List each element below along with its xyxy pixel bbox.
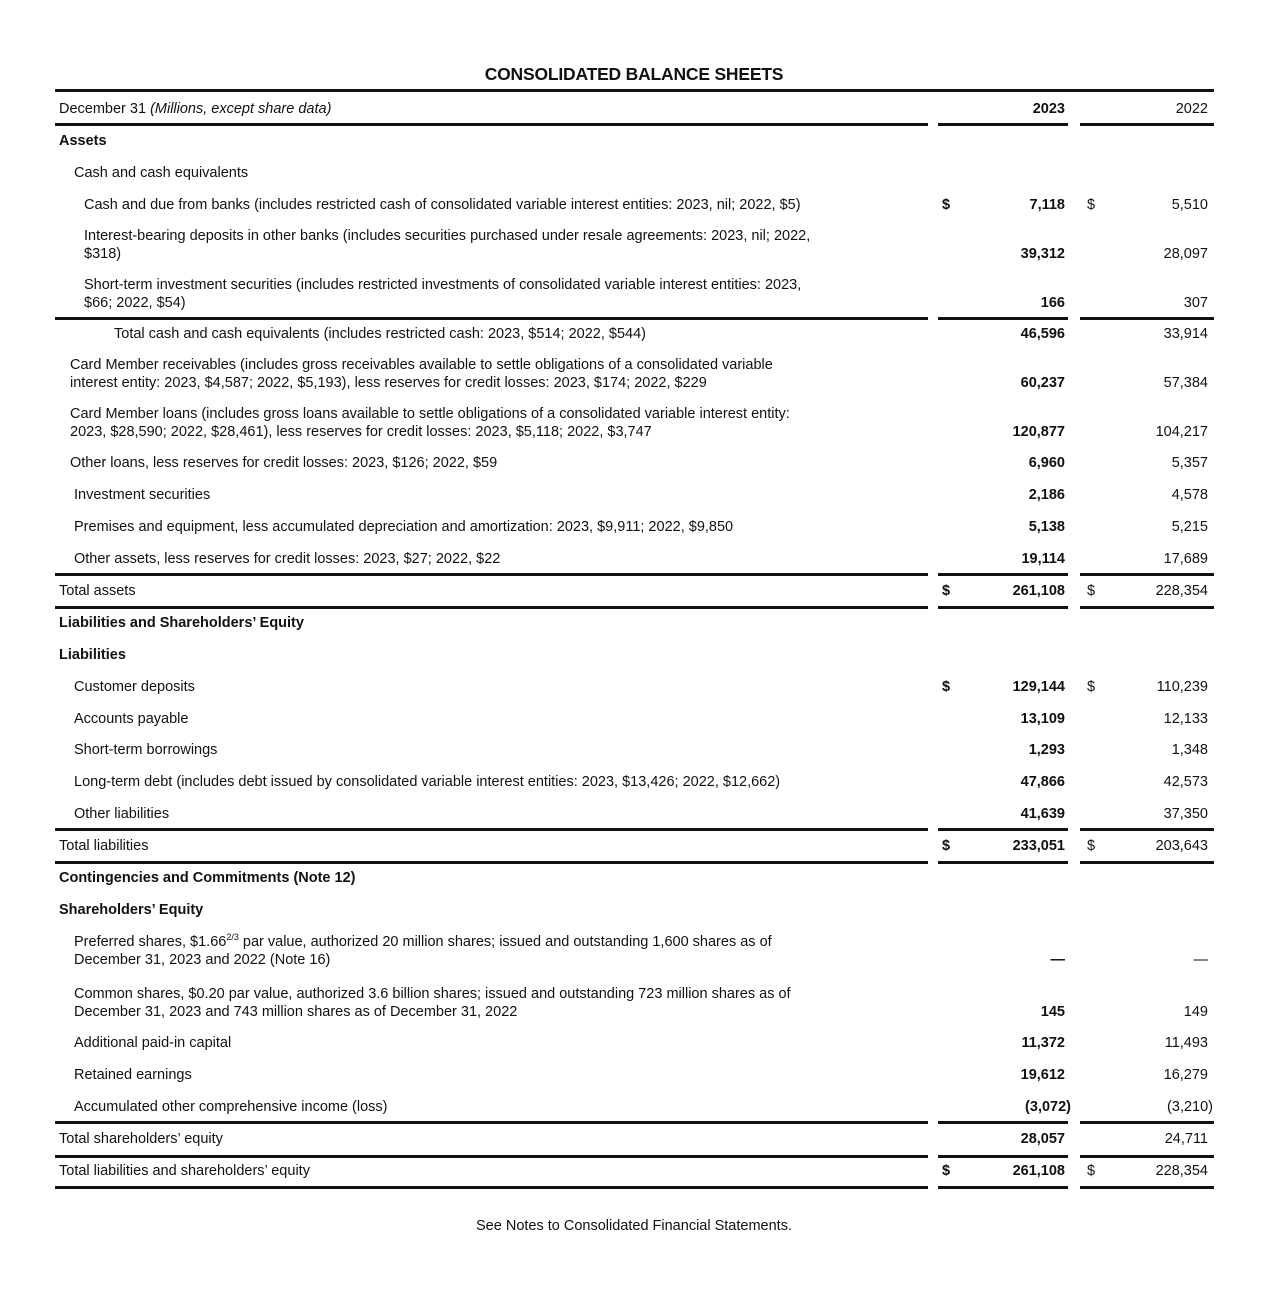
row-label-text: Total shareholders’ equity: [59, 1131, 223, 1147]
value-2023: 46,596: [1020, 326, 1065, 342]
row-label-text: Assets: [59, 133, 107, 149]
row-label-text: Investment securities: [74, 487, 211, 503]
value-2022: 4,578: [1171, 487, 1208, 503]
value-2023: 233,051: [1012, 838, 1065, 854]
value-2023: 261,108: [1012, 1163, 1065, 1179]
rule: [55, 606, 928, 609]
row-label: [59, 646, 126, 664]
rule: [938, 123, 1068, 126]
rule: [938, 828, 1068, 831]
row-label-text: 2023, $28,590; 2022, $28,461), less reserves for credit losses: 2023, $5,118; 2022, $3,747: [70, 424, 652, 440]
value-2022: 1,348: [1171, 742, 1208, 758]
value-2022: 33,914: [1163, 326, 1208, 342]
value-2022: 28,097: [1163, 246, 1208, 262]
row-label: [59, 1130, 223, 1148]
rule: [55, 573, 928, 576]
rule: [1080, 861, 1214, 864]
row-label-text: Common shares, $0.20 par value, authorized 3.6 billion shares; issued and outstanding 723 million shares as of: [74, 986, 791, 1002]
row-label-text: Total liabilities and shareholders’ equity: [59, 1163, 310, 1179]
row-label: [74, 1066, 192, 1084]
value-2023: 60,237: [1020, 375, 1065, 391]
rule: [1080, 317, 1214, 320]
value-2022: 16,279: [1163, 1067, 1208, 1083]
value-2023: 5,138: [1028, 519, 1065, 535]
row-label-text: $66; 2022, $54): [84, 295, 186, 311]
row-label: [74, 951, 330, 969]
rule: [55, 1186, 928, 1189]
row-label: [74, 486, 210, 504]
row-label-text: Short-term borrowings: [74, 742, 218, 758]
column-header-2023: 2023: [1032, 101, 1065, 117]
row-label-text: Liabilities and Shareholders’ Equity: [59, 615, 304, 631]
value-2023: 2,186: [1028, 487, 1065, 503]
value-2022: —: [1193, 952, 1208, 968]
row-label: [84, 196, 801, 214]
row-label: [74, 1098, 388, 1116]
value-2023: 11,372: [1021, 1035, 1065, 1051]
row-label-text: Short-term investment securities (includes restricted investments of consolidated variable interest entities: 2023,: [84, 277, 802, 293]
row-label: [74, 805, 169, 823]
row-label: [74, 1034, 231, 1052]
value-2022: (3,210): [1167, 1099, 1213, 1115]
row-label-text: Card Member loans (includes gross loans available to settle obligations of a consolidated variable interest entity:: [70, 406, 790, 422]
rule: [1080, 1155, 1214, 1158]
rule: [938, 1155, 1068, 1158]
value-2023: 47,866: [1020, 774, 1065, 790]
value-2022: 307: [1183, 295, 1208, 311]
value-2023: 13,109: [1020, 711, 1065, 727]
row-label: [84, 276, 801, 294]
currency-symbol-2022: $: [1087, 838, 1096, 854]
currency-symbol-2022: $: [1087, 583, 1096, 599]
row-label-text: Other assets, less reserves for credit losses: 2023, $27; 2022, $22: [74, 551, 501, 567]
row-label: [74, 933, 772, 951]
row-label-text: Liabilities: [59, 647, 126, 663]
column-header-label: [59, 100, 331, 118]
row-label-text: December 31, 2023 and 743 million shares as of December 31, 2022: [74, 1004, 518, 1020]
row-label: [84, 294, 186, 312]
value-2023: 261,108: [1012, 583, 1065, 599]
row-label: [70, 356, 773, 374]
value-2022: 17,689: [1163, 551, 1208, 567]
value-2022: 104,217: [1155, 424, 1208, 440]
value-2022: 5,215: [1171, 519, 1208, 535]
row-label-text: Accounts payable: [74, 711, 189, 727]
row-label-text: Shareholders’ Equity: [59, 902, 204, 918]
row-label: [74, 518, 733, 536]
value-2023: 19,612: [1020, 1067, 1065, 1083]
row-label-text: Total cash and cash equivalents (includes restricted cash: 2023, $514; 2022, $544): [114, 326, 647, 342]
statement-title: CONSOLIDATED BALANCE SHEETS: [484, 64, 784, 84]
rule: [55, 1155, 928, 1158]
row-label: [74, 678, 195, 696]
units-label: (Millions, except share data): [150, 101, 332, 117]
rule: [938, 861, 1068, 864]
row-label: [70, 374, 707, 392]
row-label: [74, 1003, 517, 1021]
rule: [55, 1121, 928, 1124]
value-2022: 5,510: [1171, 197, 1208, 213]
row-label-text: Cash and cash equivalents: [74, 165, 249, 181]
row-label-text: Customer deposits: [74, 679, 195, 695]
value-2022: 42,573: [1163, 774, 1208, 790]
row-label: [84, 227, 810, 245]
value-2023: 145: [1040, 1004, 1065, 1020]
row-label-text: $318): [84, 246, 122, 262]
value-2023: 1,293: [1028, 742, 1065, 758]
currency-symbol-2023: $: [942, 1163, 951, 1179]
value-2022: 228,354: [1155, 1163, 1208, 1179]
row-label-text: Other liabilities: [74, 806, 170, 822]
row-label-text: Total assets: [59, 583, 136, 599]
currency-symbol-2023: $: [942, 583, 951, 599]
row-label: [74, 985, 791, 1003]
row-label: [74, 710, 188, 728]
value-2023: 41,639: [1020, 806, 1065, 822]
value-2022: 24,711: [1164, 1131, 1208, 1147]
value-2022: 5,357: [1171, 455, 1208, 471]
row-label: [70, 454, 497, 472]
row-label: [59, 901, 203, 919]
rule: [1080, 828, 1214, 831]
row-label: [59, 132, 107, 150]
row-label-text: Retained earnings: [74, 1067, 192, 1083]
rule: [1080, 606, 1214, 609]
row-label: [74, 741, 217, 759]
row-label: [59, 837, 148, 855]
value-2023: 7,118: [1029, 197, 1065, 213]
row-label: [74, 773, 780, 791]
value-2022: 57,384: [1163, 375, 1208, 391]
rule: [55, 89, 1214, 92]
rule: [55, 317, 928, 320]
value-2023: 39,312: [1020, 246, 1065, 262]
row-label: [84, 245, 121, 263]
value-2022: 12,133: [1163, 711, 1208, 727]
value-2022: 110,239: [1156, 679, 1208, 695]
currency-symbol-2022: $: [1087, 197, 1096, 213]
row-label-text: Contingencies and Commitments (Note 12): [59, 870, 356, 886]
row-label: [59, 582, 136, 600]
column-header-2022: 2022: [1175, 101, 1208, 117]
row-label: [59, 614, 304, 632]
currency-symbol-2022: $: [1087, 679, 1096, 695]
value-2023: 129,144: [1012, 679, 1065, 695]
rule: [55, 123, 928, 126]
rule: [55, 861, 928, 864]
row-label-text: Preferred shares, $1.66: [74, 934, 227, 950]
row-label-text: interest entity: 2023, $4,587; 2022, $5,193), less reserves for credit losses: 2023, $174; 2022, $229: [70, 375, 707, 391]
row-label-text: Other loans, less reserves for credit losses: 2023, $126; 2022, $59: [70, 455, 498, 471]
row-label: [74, 164, 248, 182]
row-label: [59, 869, 355, 887]
value-2022: 203,643: [1155, 838, 1208, 854]
row-label-text: Long-term debt (includes debt issued by consolidated variable interest entities: 2023, $13,426; 2022, $12,662): [74, 774, 781, 790]
rule: [55, 828, 928, 831]
currency-symbol-2023: $: [942, 838, 951, 854]
rule: [1080, 1121, 1214, 1124]
row-label-text: Card Member receivables (includes gross receivables available to settle obligations of a consolidated variable: [70, 357, 773, 373]
value-2023: 6,960: [1028, 455, 1065, 471]
rule: [938, 573, 1068, 576]
superscript-fraction: 2/3: [226, 932, 239, 942]
value-2022: 11,493: [1164, 1035, 1208, 1051]
row-label-text: Accumulated other comprehensive income (loss): [74, 1099, 388, 1115]
rule: [1080, 123, 1214, 126]
currency-symbol-2022: $: [1087, 1163, 1096, 1179]
rule: [1080, 1186, 1214, 1189]
row-label: [70, 423, 652, 441]
currency-symbol-2023: $: [942, 679, 951, 695]
row-label: [74, 550, 500, 568]
row-label-text: December 31, 2023 and 2022 (Note 16): [74, 952, 331, 968]
row-label-text: Cash and due from banks (includes restricted cash of consolidated variable interest entities: 2023, nil; 2022, $5): [84, 197, 801, 213]
rule: [938, 1121, 1068, 1124]
footnote: See Notes to Consolidated Financial Statements.: [476, 1218, 792, 1234]
rule: [938, 606, 1068, 609]
value-2023: 166: [1040, 295, 1065, 311]
value-2023: (3,072): [1025, 1099, 1071, 1115]
date-label: December 31: [59, 101, 147, 117]
row-label-text: par value, authorized 20 million shares; issued and outstanding 1,600 shares as of: [238, 934, 772, 950]
rule: [1080, 573, 1214, 576]
row-label-text: Total liabilities: [59, 838, 149, 854]
value-2023: 120,877: [1012, 424, 1065, 440]
value-2023: —: [1050, 952, 1065, 968]
rule: [938, 1186, 1068, 1189]
value-2022: 149: [1183, 1004, 1208, 1020]
row-label: [59, 1162, 310, 1180]
row-label: [70, 405, 790, 423]
row-label-text: Interest-bearing deposits in other banks (includes securities purchased under resale agreements: 2023, nil; 2022,: [84, 228, 811, 244]
row-label-text: Additional paid-in capital: [74, 1035, 232, 1051]
value-2023: 19,114: [1021, 551, 1065, 567]
currency-symbol-2023: $: [942, 197, 951, 213]
row-label: [114, 325, 646, 343]
value-2022: 37,350: [1163, 806, 1208, 822]
rule: [938, 317, 1068, 320]
row-label-text: Premises and equipment, less accumulated depreciation and amortization: 2023, $9,911; 2022, $9,850: [74, 519, 734, 535]
value-2023: 28,057: [1020, 1131, 1065, 1147]
value-2022: 228,354: [1155, 583, 1208, 599]
